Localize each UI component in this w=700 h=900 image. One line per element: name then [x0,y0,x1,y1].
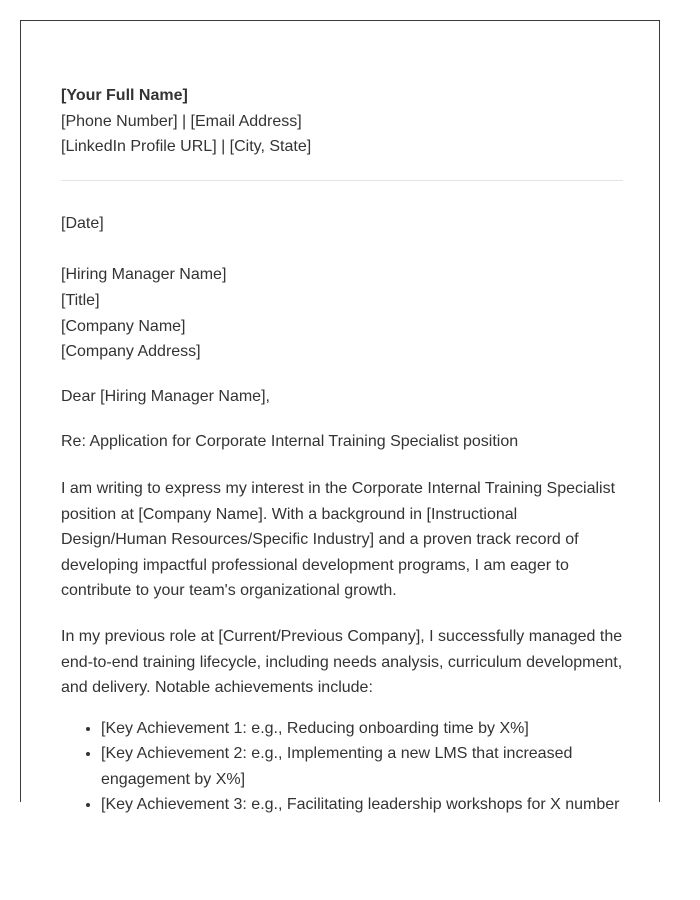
recipient-block [61,262,623,364]
list-item: • [Key Achievement 3: e.g., Facilitating leadership workshops for X number [101,792,623,818]
letter-date: [Date] [61,214,104,232]
list-item: • [Key Achievement 2: e.g., Implementing a new LMS that increased engagement by X%] [101,741,623,792]
recipient-company: [Company Name] [61,317,186,335]
recipient-address: [Company Address] [61,343,201,361]
subject-line: Re: Application for Corporate Internal Training Specialist position [61,433,519,451]
contact-line-phone-email: [Phone Number] | [Email Address] [61,112,302,130]
document-page [20,20,660,814]
cover-letter [61,83,623,818]
contact-line-linkedin-location: [LinkedIn Profile URL] | [City, State] [61,138,312,156]
body-paragraph: I am writing to express my interest in the Corporate Internal Training Specialist position at [Company Name]. With a background in [Instructional Design/Human Resources/Specific Industry] and a proven track record of developing impactful professional development programs, I am eager to contribute to your team's organizational growth. [61,479,616,600]
achievement-list [61,716,623,818]
recipient-name: [Hiring Manager Name] [61,266,227,284]
body-paragraph: In my previous role at [Current/Previous Company], I successfully managed the end-to-end training lifecycle, including needs analysis, curriculum development, and delivery. Notable achievements include: [61,627,623,697]
letter-header [61,83,623,160]
header-divider [61,180,623,181]
list-item: • [Key Achievement 1: e.g., Reducing onboarding time by X%] [101,716,623,742]
salutation: Dear [Hiring Manager Name], [61,387,270,405]
applicant-name: [Your Full Name] [61,87,188,104]
recipient-title: [Title] [61,291,100,309]
